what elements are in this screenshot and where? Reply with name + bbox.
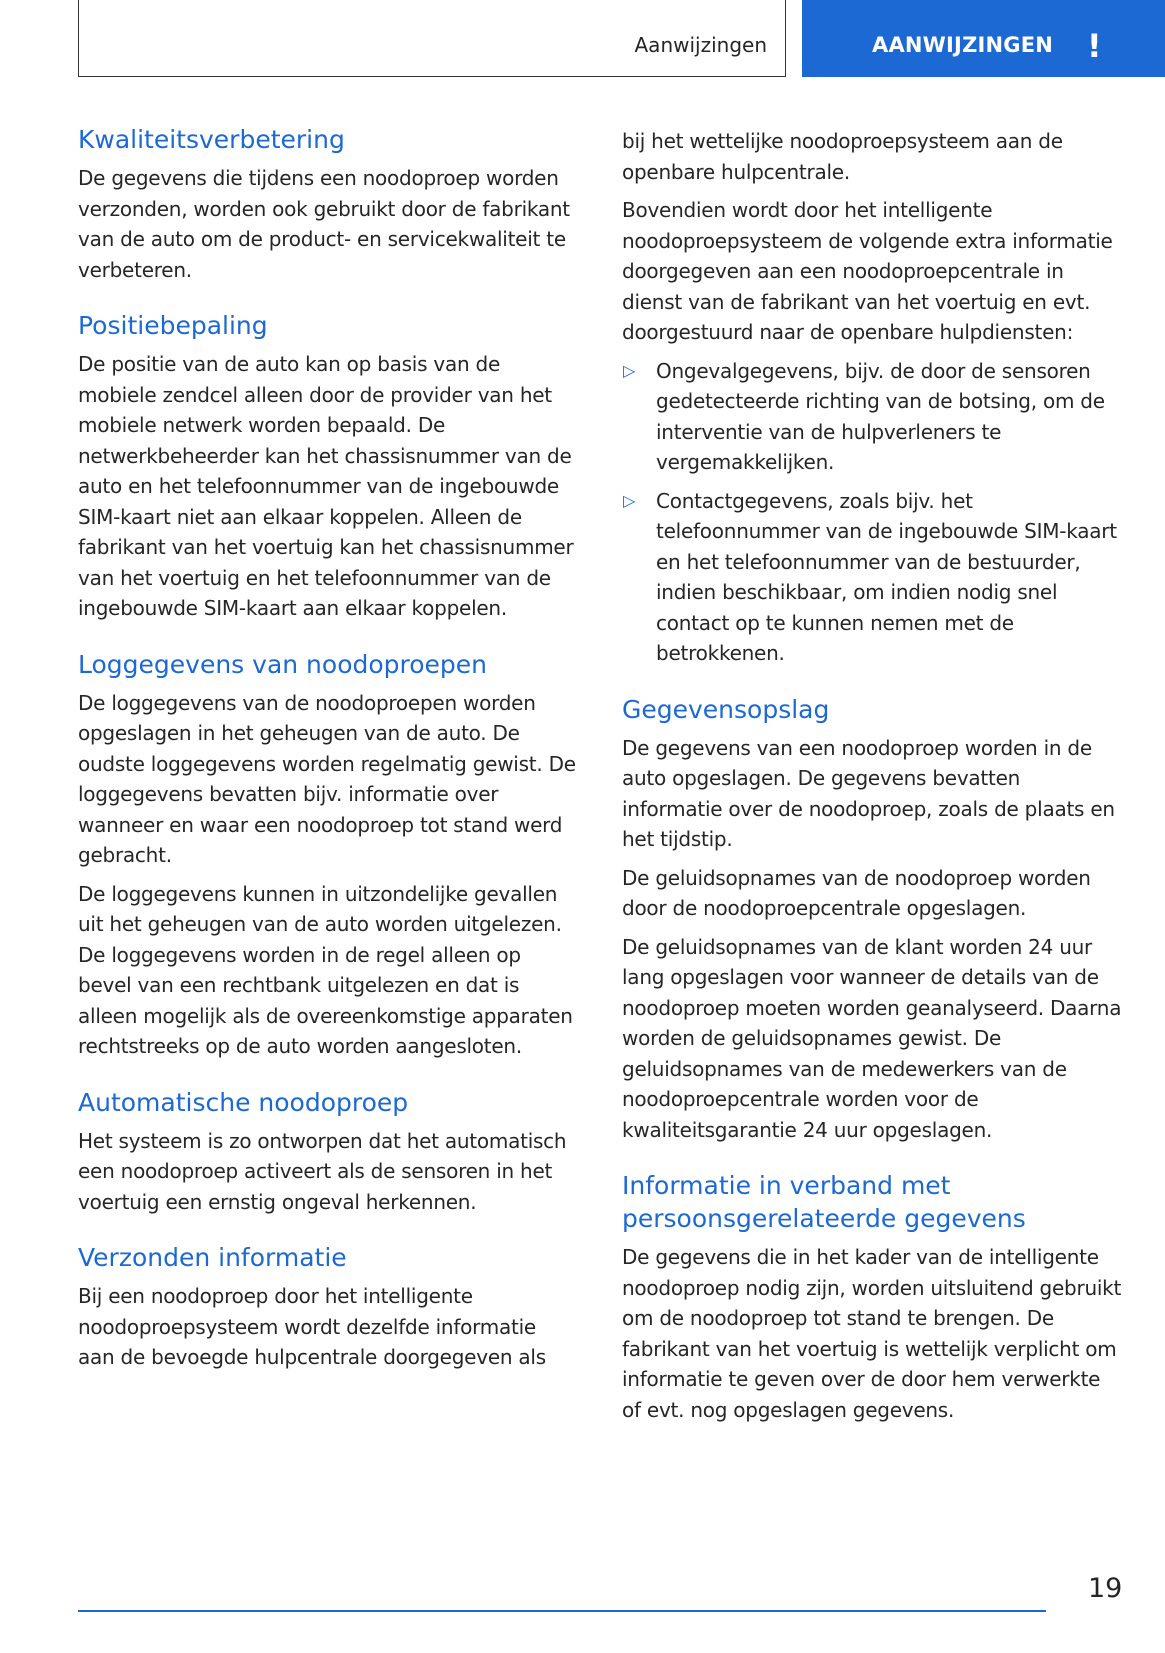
exclamation-icon: ! xyxy=(1087,27,1102,65)
right-column xyxy=(622,118,1122,1433)
triangle-bullet-icon: ▷ xyxy=(623,360,636,380)
paragraph: De loggegevens kunnen in uitzondelijke gevallen uit het geheugen van de auto worden uitgelezen. De loggegevens worden in de regel alleen op bevel van een rechtbank uitgelezen en dat is alleen mogelijk als de overeenkomstige apparaten rechtstreeks op de auto worden aangesloten. xyxy=(78,881,573,1058)
section-label: Aanwijzingen xyxy=(634,33,767,57)
paragraph: De loggegevens van de noodoproepen worden opgeslagen in het geheugen van de auto. De oudste loggegevens worden regelmatig gewist. De loggegevens bevatten bijv. informatie over wanneer en waar een noodoproep tot stand werd gebracht. xyxy=(78,690,576,867)
chapter-tab[interactable] xyxy=(802,0,1165,77)
triangle-bullet-icon: ▷ xyxy=(623,490,636,510)
paragraph: Bovendien wordt door het intelligente noodoproepsysteem de volgende extra informatie doorgegeven aan een noodoproepcentrale in dienst van de fabrikant van het voertuig en evt. doorgestuurd naar de openbare hulpdiensten: xyxy=(622,198,1113,344)
heading-persoonsgegevens: Informatie in verband met persoonsgerelateerde gegevens xyxy=(622,1171,1026,1233)
paragraph: De gegevens die in het kader van de intelligente noodoproep nodig zijn, worden uitsluitend gebruikt om de noodoproep tot stand te brengen. De fabrikant van het voertuig is wettelijk verplicht om informatie te geven over de door hem verwerkte of evt. nog opgeslagen gegevens. xyxy=(622,1245,1122,1422)
paragraph: De geluidsopnames van de klant worden 24 uur lang opgeslagen voor wanneer de details van de noodoproep moeten worden geanalyseerd. Daarna worden de geluidsopnames gewist. De geluidsopnames van de medewerkers van de noodoproepcentrale worden voor de kwaliteitsgarantie 24 uur opgeslagen. xyxy=(622,934,1122,1142)
paragraph: De gegevens van een noodoproep worden in de auto opgeslagen. De gegevens bevatten informatie over de noodoproep, zoals de plaats en het tijdstip. xyxy=(622,735,1115,851)
list-item-text: Contactgegevens, zoals bijv. het telefoonnummer van de ingebouwde SIM-kaart en het telefoonnummer van de bestuurder, indien beschikbaar, om indien nodig snel contact op te kunnen nemen met de betrokkenen. xyxy=(656,488,1117,665)
left-column xyxy=(78,118,578,1381)
list-item xyxy=(622,356,1122,478)
chapter-tab-label: AANWIJZINGEN xyxy=(872,33,1054,57)
list-item-text: Ongevalgegevens, bijv. de door de sensoren gedetecteerde richting van de botsing, om de interventie van de hulpverleners te vergemakkelijken. xyxy=(656,358,1105,474)
heading-kwaliteitsverbetering: Kwaliteitsverbetering xyxy=(78,125,345,154)
bullet-list xyxy=(622,356,1122,669)
footer-divider xyxy=(78,1610,1046,1612)
header-box xyxy=(78,0,786,77)
paragraph: bij het wettelijke noodoproepsysteem aan de openbare hulpcentrale. xyxy=(622,129,1063,184)
heading-positiebepaling: Positiebepaling xyxy=(78,311,268,340)
paragraph: Bij een noodoproep door het intelligente noodoproepsysteem wordt dezelfde informatie aan de bevoegde hulpcentrale doorgegeven als xyxy=(78,1284,546,1369)
paragraph: Het systeem is zo ontworpen dat het automatisch een noodoproep activeert als de sensoren in het voertuig een ernstig ongeval herkennen. xyxy=(78,1128,567,1214)
heading-gegevensopslag: Gegevensopslag xyxy=(622,694,830,724)
paragraph: De gegevens die tijdens een noodoproep worden verzonden, worden ook gebruikt door de fabrikant van de auto om de product- en servicekwaliteit te verbeteren. xyxy=(78,166,570,282)
paragraph: De geluidsopnames van de noodoproep worden door de noodoproepcentrale opgeslagen. xyxy=(622,865,1091,920)
page-number: 19 xyxy=(1088,1573,1123,1604)
heading-automatische-noodoproep: Automatische noodoproep xyxy=(78,1087,409,1117)
paragraph: De positie van de auto kan op basis van de mobiele zendcel alleen door de provider van het mobiele netwerk worden bepaald. De netwerkbeheerder kan het chassisnummer van de auto en het telefoonnummer van de ingebouwde SIM-kaart niet aan elkaar koppelen. Alleen de fabrikant van het voertuig kan het chassisnummer van het voertuig en het telefoonnummer van de ingebouwde SIM-kaart aan elkaar koppelen. xyxy=(78,352,574,620)
heading-verzonden-informatie: Verzonden informatie xyxy=(78,1243,347,1272)
heading-loggegevens: Loggegevens van noodoproepen xyxy=(78,649,488,679)
list-item xyxy=(622,486,1122,669)
